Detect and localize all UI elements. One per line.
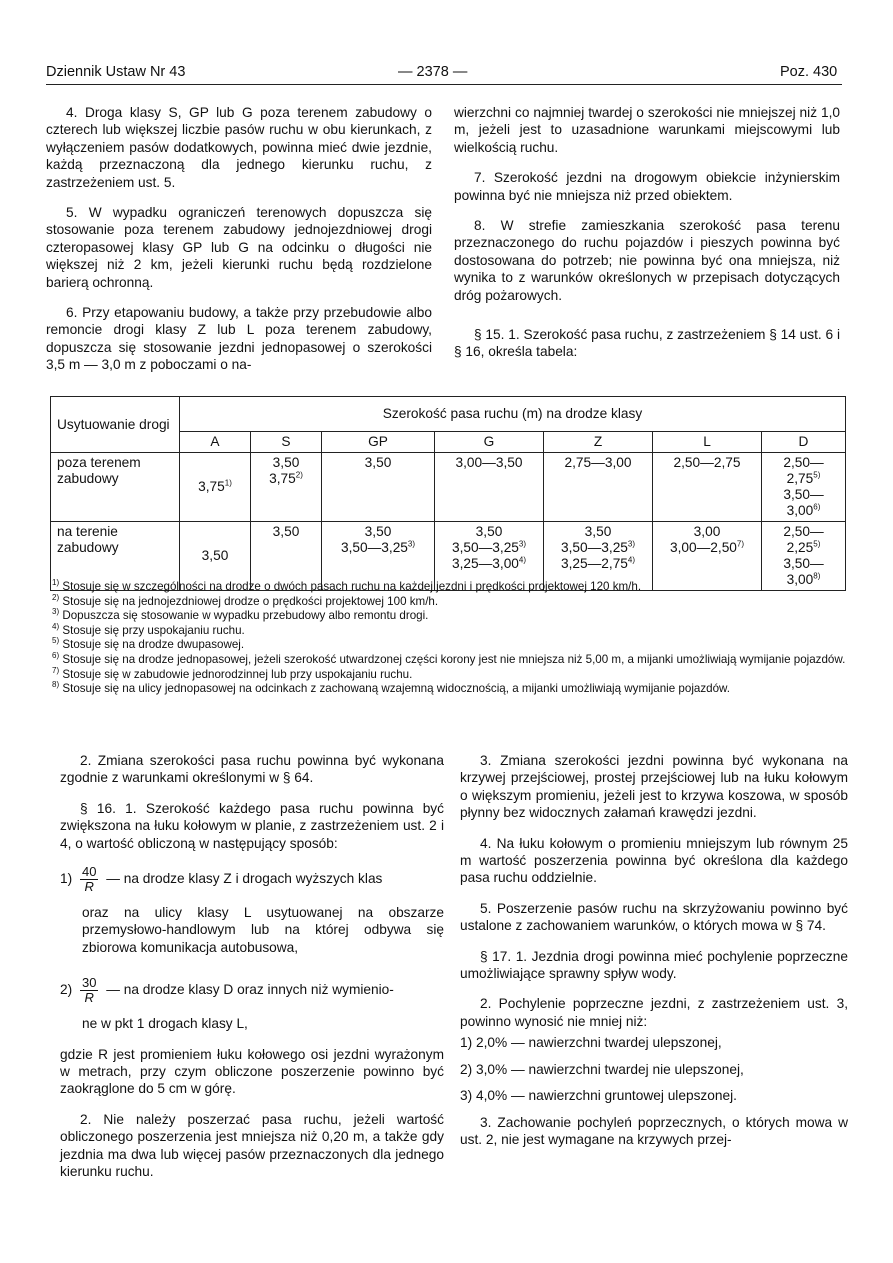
paragraph: 4. Droga klasy S, GP lub G poza terenem zabudowy o czterech lub większej liczbie pasów ruchu w obu kierunkach, z wyłączeniem pasów dodatkowych, powinna mieć dwie jezdnie, każdą przeznaczoną dla jednego kierunku ruchu, z zastrzeżeniem ust. 5. xyxy=(46,105,432,190)
table-cell: 3,50 3,50—3,25$^{3)}$ xyxy=(322,522,435,591)
paragraph: 6. Przy etapowaniu budowy, a także przy przebudowie albo remoncie drogi klasy Z lub L poza terenem zabudowy, dopuszcza się stosowanie jezdni jednopasowej o szerokości 3,5 m — 3,0 m z poboczami o na- xyxy=(46,305,432,373)
footnotes xyxy=(52,580,852,697)
footnote: $^{6)}$ Stosuje się na drodze jednopasowej, jeżeli szerokość utwardzonej części korony jest nie mniejsza niż 5,00 m, a mijanki umożliwiają wymijanie pojazdów. xyxy=(52,651,846,666)
footnote: $^{1)}$ Stosuje się w szczególności na drodze o dwóch pasach ruchu na każdej jezdni i prędkości projektowej 120 km/h. xyxy=(52,578,642,593)
list-item: 3) 4,0% — nawierzchni gruntowej ulepszonej. xyxy=(460,1088,737,1104)
table-row-label: na terenie zabudowy xyxy=(51,522,180,591)
bottom-left-column xyxy=(60,752,444,1194)
table-header-class: S xyxy=(251,432,322,453)
table-header-class: A xyxy=(180,432,251,453)
fraction: $\frac{40}{R}$ xyxy=(81,864,97,895)
table-cell: 3,50 3,50—3,25$^{3)}$ 3,25—2,75$^{4)}$ xyxy=(544,522,653,591)
table-header-location: Usytuowanie drogi xyxy=(51,397,180,453)
header-rule xyxy=(46,84,842,85)
table-header-class: GP xyxy=(322,432,435,453)
paragraph: 3. Zmiana szerokości jezdni powinna być wykonana na krzywej przejściowej, prostej przejściowej lub na łuku kołowym o większym promieniu, jeżeli jest to krzywa koszowa, w sposób płynny bez widocznych załamań krawędzi jezdni. xyxy=(460,753,848,821)
section-heading: § 16. 1. Szerokość każdego pasa ruchu powinna być zwiększona na łuku kołowym w planie, z zastrzeżeniem ust. 2 i 4, o wartość obliczoną w następujący sposób: xyxy=(60,800,444,851)
paragraph: ne w pkt 1 drogach klasy L, xyxy=(82,1016,248,1032)
paragraph: oraz na ulicy klasy L usytuowanej na obszarze przemysłowo-handlowym lub na której odbywa się zbiorowa komunikacja autobusowa, xyxy=(82,905,444,955)
page-number: — 2378 — xyxy=(398,64,468,80)
table-cell: 3,50 3,50—3,25$^{3)}$ 3,25—3,00$^{4)}$ xyxy=(435,522,544,591)
paragraph: 5. W wypadku ograniczeń terenowych dopuszcza się stosowanie poza terenem zabudowy jednojezdniowej drogi czteropasowej klasy GP lub G na odcinku o długości nie większej niż 2 km, jeżeli kierunki ruchu będą rozdzielone barierą ochronną. xyxy=(46,205,432,290)
table-cell: 2,75—3,00 xyxy=(544,453,653,522)
table-cell: 3,50 xyxy=(180,522,251,591)
top-right-column xyxy=(454,104,840,374)
footnote: $^{4)}$ Stosuje się przy uspokajaniu ruchu. xyxy=(52,621,245,637)
paragraph: 8. W strefie zamieszkania szerokość pasa terenu przeznaczonego do ruchu pojazdów i pieszych powinna być dostosowana do potrzeb; nie powinna być ona mniejsza, niż wynika to z warunków określonych w przepisach dotyczących dróg pożarowych. xyxy=(454,218,840,303)
formula-2: 2) $\frac{30}{R}$ — na drodze klasy D oraz innych niż wymienio- xyxy=(60,975,394,1006)
footnote: $^{3)}$ Dopuszcza się stosowanie w wypadku przebudowy albo remontu drogi. xyxy=(52,607,429,623)
paragraph: wierzchni co najmniej twardej o szerokości nie mniejszej niż 1,0 m, jeżeli jest to uzasadnione warunkami miejscowymi lub wielkością ruchu. xyxy=(454,105,840,155)
list-item: 2) 3,0% — nawierzchni twardej nie ulepszonej, xyxy=(460,1061,744,1077)
position-number: Poz. 430 xyxy=(780,64,838,80)
table-header-class: D xyxy=(762,432,846,453)
top-left-column xyxy=(46,104,432,387)
bottom-right-column xyxy=(460,752,848,1161)
footnote: $^{7)}$ Stosuje się w zabudowie jednorodzinnej lub przy uspokajaniu ruchu. xyxy=(52,665,413,681)
fraction: $\frac{30}{R}$ xyxy=(81,975,97,1006)
table-cell: 2,50—2,25$^{5)}$ 3,50—3,00$^{8)}$ xyxy=(762,522,846,591)
table-header-class: Z xyxy=(544,432,653,453)
section-heading: § 15. 1. Szerokość pasa ruchu, z zastrzeżeniem § 14 ust. 6 i § 16, określa tabela: xyxy=(454,327,840,360)
paragraph: 4. Na łuku kołowym o promieniu mniejszym lub równym 25 m wartość poszerzenia powinna być określona dla każdego pasa ruchu oddzielnie. xyxy=(460,835,848,886)
paragraph: gdzie R jest promieniem łuku kołowego osi jezdni wyrażonym w metrach, przy czym obliczone poszerzenie powinno być zaokrąglone do 5 cm w górę. xyxy=(60,1046,444,1097)
table-header-class: L xyxy=(653,432,762,453)
table-cell: 3,75$^{1)}$ xyxy=(180,453,251,522)
paragraph: 2. Nie należy poszerzać pasa ruchu, jeżeli wartość obliczonego poszerzenia jest mniejsza niż 0,20 m, a także gdy jezdnia ma dwa lub więcej pasów przeznaczonych dla jednego kierunku ruchu. xyxy=(60,1111,444,1180)
journal-title: Dziennik Ustaw Nr 43 xyxy=(46,64,186,80)
footnote: $^{8)}$ Stosuje się na ulicy jednopasowej na odcinkach z zachowaną wzajemną widocznością, a mijanki umożliwiają wymijanie pojazdów. xyxy=(52,680,730,696)
table-cell: 3,50 xyxy=(251,522,322,591)
paragraph: 2. Zmiana szerokości pasa ruchu powinna być wykonana zgodnie z warunkami określonymi w § 64. xyxy=(60,753,444,786)
paragraph: 2. Pochylenie poprzeczne jezdni, z zastrzeżeniem ust. 3, powinno wynosić nie mniej niż: xyxy=(460,996,848,1029)
footnote: $^{5)}$ Stosuje się na drodze dwupasowej. xyxy=(52,636,245,652)
paragraph: 3. Zachowanie pochyleń poprzecznych, o których mowa w ust. 2, nie jest wymagane na krzywych przej- xyxy=(460,1114,848,1147)
section-heading: § 17. 1. Jezdnia drogi powinna mieć pochylenie poprzeczne umożliwiające sprawny spływ wody. xyxy=(460,948,848,982)
list-item: 1) 2,0% — nawierzchni twardej ulepszonej, xyxy=(460,1035,722,1051)
paragraph: 7. Szerokość jezdni na drogowym obiekcie inżynierskim powinna być nie mniejsza niż przed obiektem. xyxy=(454,170,840,203)
paragraph: 5. Poszerzenie pasów ruchu na skrzyżowaniu powinno być ustalone z zachowaniem warunków, o których mowa w § 74. xyxy=(460,900,848,934)
table-cell: 3,50 xyxy=(322,453,435,522)
table-header-group: Szerokość pasa ruchu (m) na drodze klasy xyxy=(180,397,846,432)
slope-list xyxy=(460,1034,848,1104)
table-cell: 2,50—2,75 xyxy=(653,453,762,522)
lane-width-table xyxy=(50,396,846,591)
table-cell: 3,50 3,75$^{2)}$ xyxy=(251,453,322,522)
table-cell: 3,00 3,00—2,50$^{7)}$ xyxy=(653,522,762,591)
table-cell: 3,00—3,50 xyxy=(435,453,544,522)
table-row-label: poza terenem zabudowy xyxy=(51,453,180,522)
formula-1: 1) $\frac{40}{R}$ — na drodze klasy Z i drogach wyższych klas xyxy=(60,864,383,895)
table-cell: 2,50—2,75$^{5)}$ 3,50—3,00$^{6)}$ xyxy=(762,453,846,522)
table-header-class: G xyxy=(435,432,544,453)
footnote: $^{2)}$ Stosuje się na jednojezdniowej drodze o prędkości projektowej 100 km/h. xyxy=(52,592,439,608)
